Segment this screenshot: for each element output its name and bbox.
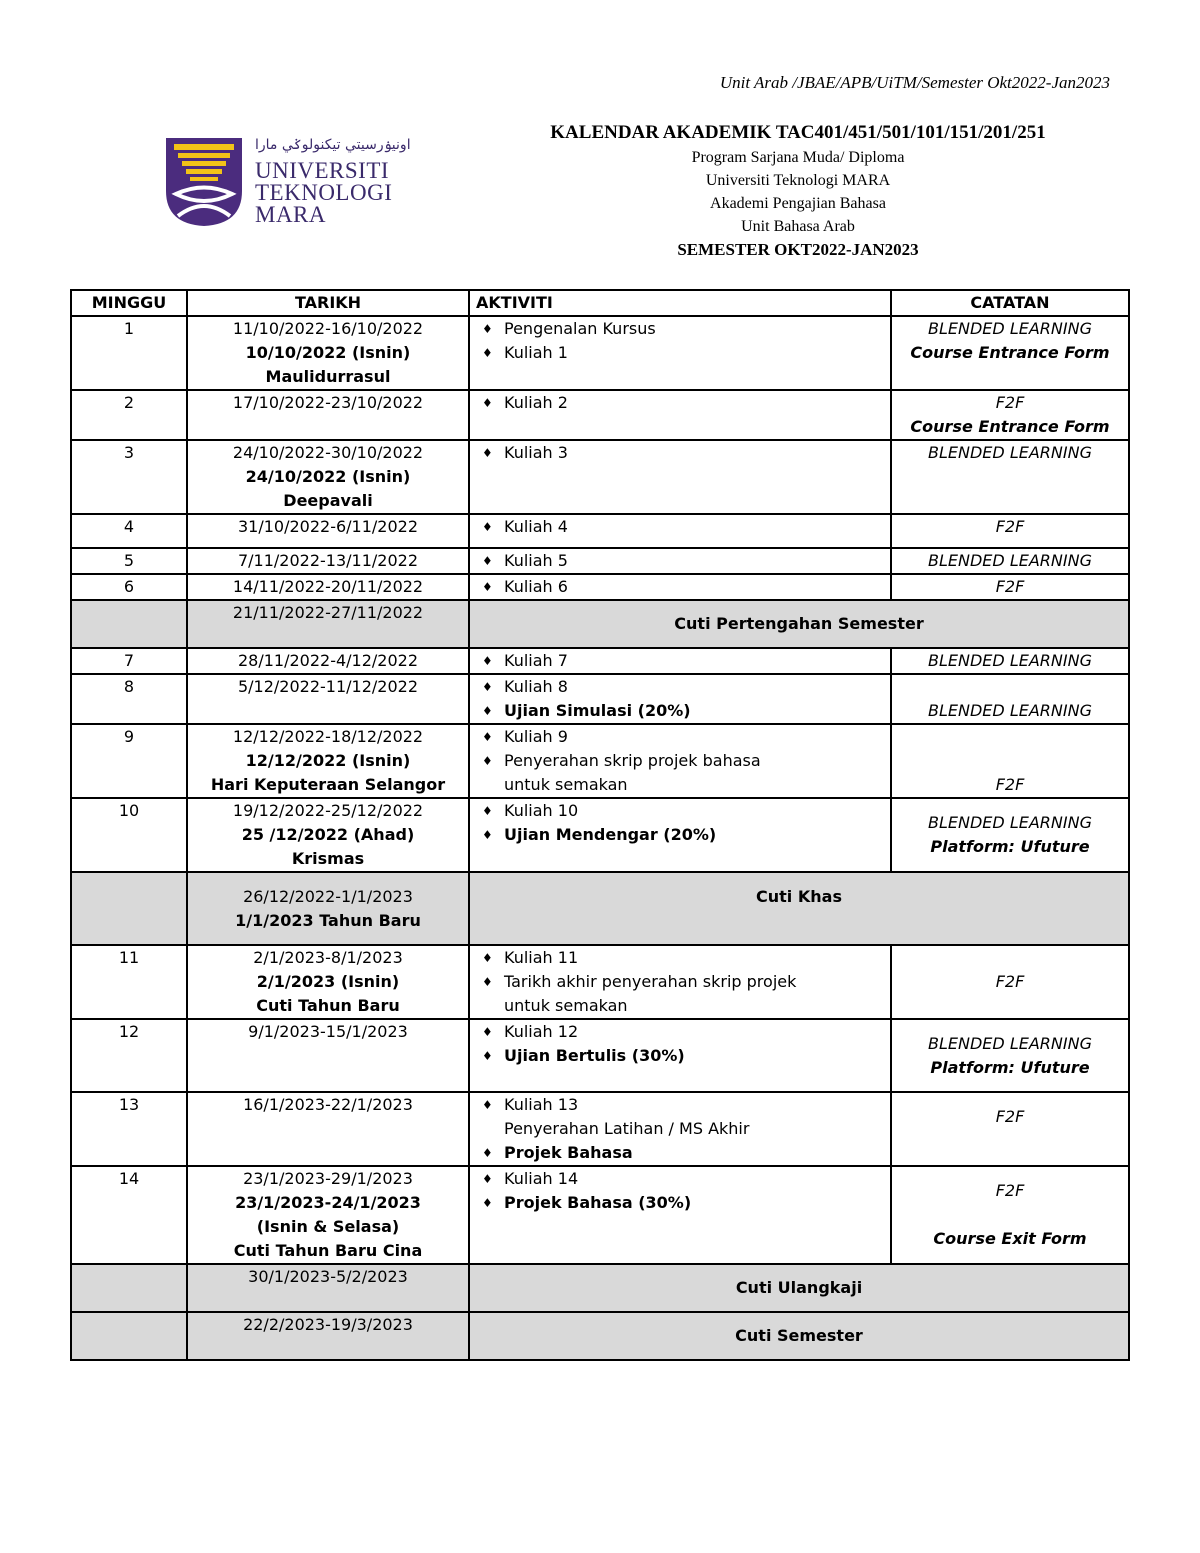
program-line: Program Sarjana Muda/ Diploma bbox=[691, 149, 905, 166]
bullet-icon: ♦ bbox=[482, 754, 493, 768]
week-cell bbox=[71, 600, 187, 648]
table-row bbox=[71, 1019, 1129, 1092]
bullet-icon: ♦ bbox=[482, 730, 493, 744]
date-cell: 31/10/2022-6/11/2022 bbox=[187, 514, 469, 548]
bullet-icon: ♦ bbox=[482, 580, 493, 594]
table-row bbox=[71, 390, 1129, 440]
column-header-activity: AKTIVITI bbox=[469, 290, 891, 316]
bullet-icon: ♦ bbox=[482, 654, 493, 668]
document-title: KALENDAR AKADEMIK TAC401/451/501/101/151/201/251 bbox=[550, 122, 1046, 143]
holiday-label: Cuti Khas bbox=[469, 872, 1129, 945]
week-cell: 10 bbox=[71, 798, 187, 872]
week-cell: 1 bbox=[71, 316, 187, 390]
column-header-note: CATATAN bbox=[891, 290, 1129, 316]
date-cell: 19/12/2022-25/12/2022 25 /12/2022 (Ahad) Krismas bbox=[187, 798, 469, 872]
note-cell: F2F bbox=[891, 724, 1129, 798]
list-item: ♦ Projek Bahasa (30%) bbox=[476, 1191, 884, 1215]
table-row bbox=[71, 674, 1129, 724]
list-item: ♦ Kuliah 12 bbox=[476, 1020, 884, 1044]
note-cell: F2F bbox=[891, 1092, 1129, 1166]
note-cell: BLENDED LEARNING bbox=[891, 674, 1129, 724]
week-cell: 7 bbox=[71, 648, 187, 674]
note-cell: F2F bbox=[891, 945, 1129, 1019]
list-item: ♦ Kuliah 8 bbox=[476, 675, 884, 699]
date-cell: 14/11/2022-20/11/2022 bbox=[187, 574, 469, 600]
bullet-icon: ♦ bbox=[482, 520, 493, 534]
week-cell: 8 bbox=[71, 674, 187, 724]
list-item: ♦ Ujian Bertulis (30%) bbox=[476, 1044, 884, 1068]
unit-line: Unit Bahasa Arab bbox=[741, 218, 855, 235]
logo-wordmark: UNIVERSITI TEKNOLOGI MARA bbox=[255, 158, 393, 227]
bullet-icon: ♦ bbox=[482, 951, 493, 965]
activity-cell bbox=[469, 574, 891, 600]
list-item: untuk semakan bbox=[504, 996, 628, 1015]
bullet-icon: ♦ bbox=[482, 828, 493, 842]
list-item: ♦ Pengenalan Kursus bbox=[476, 317, 884, 341]
table-row bbox=[71, 1166, 1129, 1264]
week-cell: 2 bbox=[71, 390, 187, 440]
date-cell: 2/1/2023-8/1/2023 2/1/2023 (Isnin) Cuti Tahun Baru bbox=[187, 945, 469, 1019]
week-cell bbox=[71, 1312, 187, 1360]
holiday-label: Cuti Semester bbox=[469, 1312, 1129, 1360]
table-row bbox=[71, 548, 1129, 574]
list-item: ♦ Kuliah 7 bbox=[476, 649, 884, 673]
holiday-row bbox=[71, 1264, 1129, 1312]
university-line: Universiti Teknologi MARA bbox=[705, 172, 891, 189]
list-item: ♦ Kuliah 3 bbox=[476, 441, 884, 465]
date-cell: 7/11/2022-13/11/2022 bbox=[187, 548, 469, 574]
note-cell: BLENDED LEARNING Platform: Ufuture bbox=[891, 798, 1129, 872]
activity-cell bbox=[469, 548, 891, 574]
table-row bbox=[71, 1092, 1129, 1166]
document-reference: Unit Arab /JBAE/APB/UiTM/Semester Okt2022-Jan2023 bbox=[719, 73, 1110, 92]
bullet-icon: ♦ bbox=[482, 446, 493, 460]
list-item: ♦ Ujian Simulasi (20%) bbox=[476, 699, 884, 723]
date-cell: 28/11/2022-4/12/2022 bbox=[187, 648, 469, 674]
activity-cell bbox=[469, 945, 891, 1019]
holiday-label: Cuti Pertengahan Semester bbox=[469, 600, 1129, 648]
holiday-row bbox=[71, 1312, 1129, 1360]
bullet-icon: ♦ bbox=[482, 1196, 493, 1210]
list-item: ♦ Kuliah 11 bbox=[476, 946, 884, 970]
note-cell: BLENDED LEARNING bbox=[891, 440, 1129, 514]
date-cell: 24/10/2022-30/10/2022 24/10/2022 (Isnin) Deepavali bbox=[187, 440, 469, 514]
logo-arabic-text: اونيۏرسيتي تيكنولوݢي مارا bbox=[255, 137, 411, 153]
list-item: ♦ Kuliah 5 bbox=[476, 549, 884, 573]
list-item: ♦ Kuliah 1 bbox=[476, 341, 884, 365]
note-cell: F2F Course Entrance Form bbox=[891, 390, 1129, 440]
week-cell bbox=[71, 1264, 187, 1312]
semester-line: SEMESTER OKT2022-JAN2023 bbox=[677, 240, 919, 259]
date-cell: 30/1/2023-5/2/2023 bbox=[187, 1264, 469, 1312]
note-cell: BLENDED LEARNING bbox=[891, 548, 1129, 574]
bullet-icon: ♦ bbox=[482, 322, 493, 336]
note-cell: BLENDED LEARNING Platform: Ufuture bbox=[891, 1019, 1129, 1092]
list-item: ♦ Tarikh akhir penyerahan skrip projek bbox=[476, 970, 884, 994]
list-item: untuk semakan bbox=[504, 775, 628, 794]
bullet-icon: ♦ bbox=[482, 975, 493, 989]
list-item: ♦ Kuliah 6 bbox=[476, 575, 884, 599]
date-cell: 22/2/2023-19/3/2023 bbox=[187, 1312, 469, 1360]
bullet-icon: ♦ bbox=[482, 346, 493, 360]
column-header-week: MINGGU bbox=[71, 290, 187, 316]
bullet-icon: ♦ bbox=[482, 1049, 493, 1063]
activity-cell bbox=[469, 514, 891, 548]
note-cell: F2F Course Exit Form bbox=[891, 1166, 1129, 1264]
bullet-icon: ♦ bbox=[482, 1146, 493, 1160]
date-cell: 5/12/2022-11/12/2022 bbox=[187, 674, 469, 724]
week-cell: 6 bbox=[71, 574, 187, 600]
activity-cell bbox=[469, 1019, 891, 1092]
week-cell: 11 bbox=[71, 945, 187, 1019]
document-header bbox=[468, 122, 1128, 262]
week-cell: 5 bbox=[71, 548, 187, 574]
bullet-icon: ♦ bbox=[482, 396, 493, 410]
list-item: ♦ Kuliah 14 bbox=[476, 1167, 884, 1191]
bullet-icon: ♦ bbox=[482, 804, 493, 818]
bullet-icon: ♦ bbox=[482, 554, 493, 568]
holiday-row bbox=[71, 872, 1129, 945]
activity-cell bbox=[469, 1166, 891, 1264]
list-item: ♦ Kuliah 10 bbox=[476, 799, 884, 823]
week-cell: 13 bbox=[71, 1092, 187, 1166]
table-row bbox=[71, 945, 1129, 1019]
date-cell: 11/10/2022-16/10/2022 10/10/2022 (Isnin) Maulidurrasul bbox=[187, 316, 469, 390]
table-row bbox=[71, 724, 1129, 798]
table-row bbox=[71, 514, 1129, 548]
holiday-label: Cuti Ulangkaji bbox=[469, 1264, 1129, 1312]
week-cell: 14 bbox=[71, 1166, 187, 1264]
table-header-row bbox=[71, 290, 1129, 316]
bullet-icon: ♦ bbox=[482, 1025, 493, 1039]
list-item: ♦ Penyerahan skrip projek bahasa bbox=[476, 749, 884, 773]
activity-cell bbox=[469, 316, 891, 390]
table-row bbox=[71, 574, 1129, 600]
note-cell: BLENDED LEARNING Course Entrance Form bbox=[891, 316, 1129, 390]
activity-cell bbox=[469, 674, 891, 724]
list-item: Penyerahan Latihan / MS Akhir bbox=[504, 1119, 750, 1138]
activity-cell bbox=[469, 648, 891, 674]
week-cell: 9 bbox=[71, 724, 187, 798]
list-item: ♦ Projek Bahasa bbox=[476, 1141, 884, 1165]
list-item: ♦ Kuliah 2 bbox=[476, 391, 884, 415]
list-item: ♦ Kuliah 4 bbox=[476, 515, 884, 539]
activity-cell bbox=[469, 1092, 891, 1166]
bullet-icon: ♦ bbox=[482, 704, 493, 718]
column-header-date: TARIKH bbox=[187, 290, 469, 316]
date-cell: 21/11/2022-27/11/2022 bbox=[187, 600, 469, 648]
academy-line: Akademi Pengajian Bahasa bbox=[710, 195, 886, 212]
note-cell: BLENDED LEARNING bbox=[891, 648, 1129, 674]
bullet-icon: ♦ bbox=[482, 680, 493, 694]
bullet-icon: ♦ bbox=[482, 1172, 493, 1186]
date-cell: 9/1/2023-15/1/2023 bbox=[187, 1019, 469, 1092]
activity-cell bbox=[469, 390, 891, 440]
note-cell: F2F bbox=[891, 574, 1129, 600]
week-cell: 4 bbox=[71, 514, 187, 548]
week-cell bbox=[71, 872, 187, 945]
date-cell: 23/1/2023-29/1/2023 23/1/2023-24/1/2023 (Isnin & Selasa) Cuti Tahun Baru Cina bbox=[187, 1166, 469, 1264]
bullet-icon: ♦ bbox=[482, 1098, 493, 1112]
date-cell: 17/10/2022-23/10/2022 bbox=[187, 390, 469, 440]
table-row bbox=[71, 440, 1129, 514]
date-cell: 12/12/2022-18/12/2022 12/12/2022 (Isnin) Hari Keputeraan Selangor bbox=[187, 724, 469, 798]
week-cell: 3 bbox=[71, 440, 187, 514]
activity-cell bbox=[469, 724, 891, 798]
activity-cell bbox=[469, 798, 891, 872]
holiday-row bbox=[71, 600, 1129, 648]
table-row bbox=[71, 316, 1129, 390]
activity-cell bbox=[469, 440, 891, 514]
note-cell: F2F bbox=[891, 514, 1129, 548]
list-item: ♦ Ujian Mendengar (20%) bbox=[476, 823, 884, 847]
week-cell: 12 bbox=[71, 1019, 187, 1092]
table-row bbox=[71, 648, 1129, 674]
academic-calendar-table bbox=[70, 289, 1130, 1361]
list-item: ♦ Kuliah 9 bbox=[476, 725, 884, 749]
list-item: ♦ Kuliah 13 bbox=[476, 1093, 884, 1117]
date-cell: 16/1/2023-22/1/2023 bbox=[187, 1092, 469, 1166]
date-cell: 26/12/2022-1/1/2023 1/1/2023 Tahun Baru bbox=[187, 872, 469, 945]
table-row bbox=[71, 798, 1129, 872]
